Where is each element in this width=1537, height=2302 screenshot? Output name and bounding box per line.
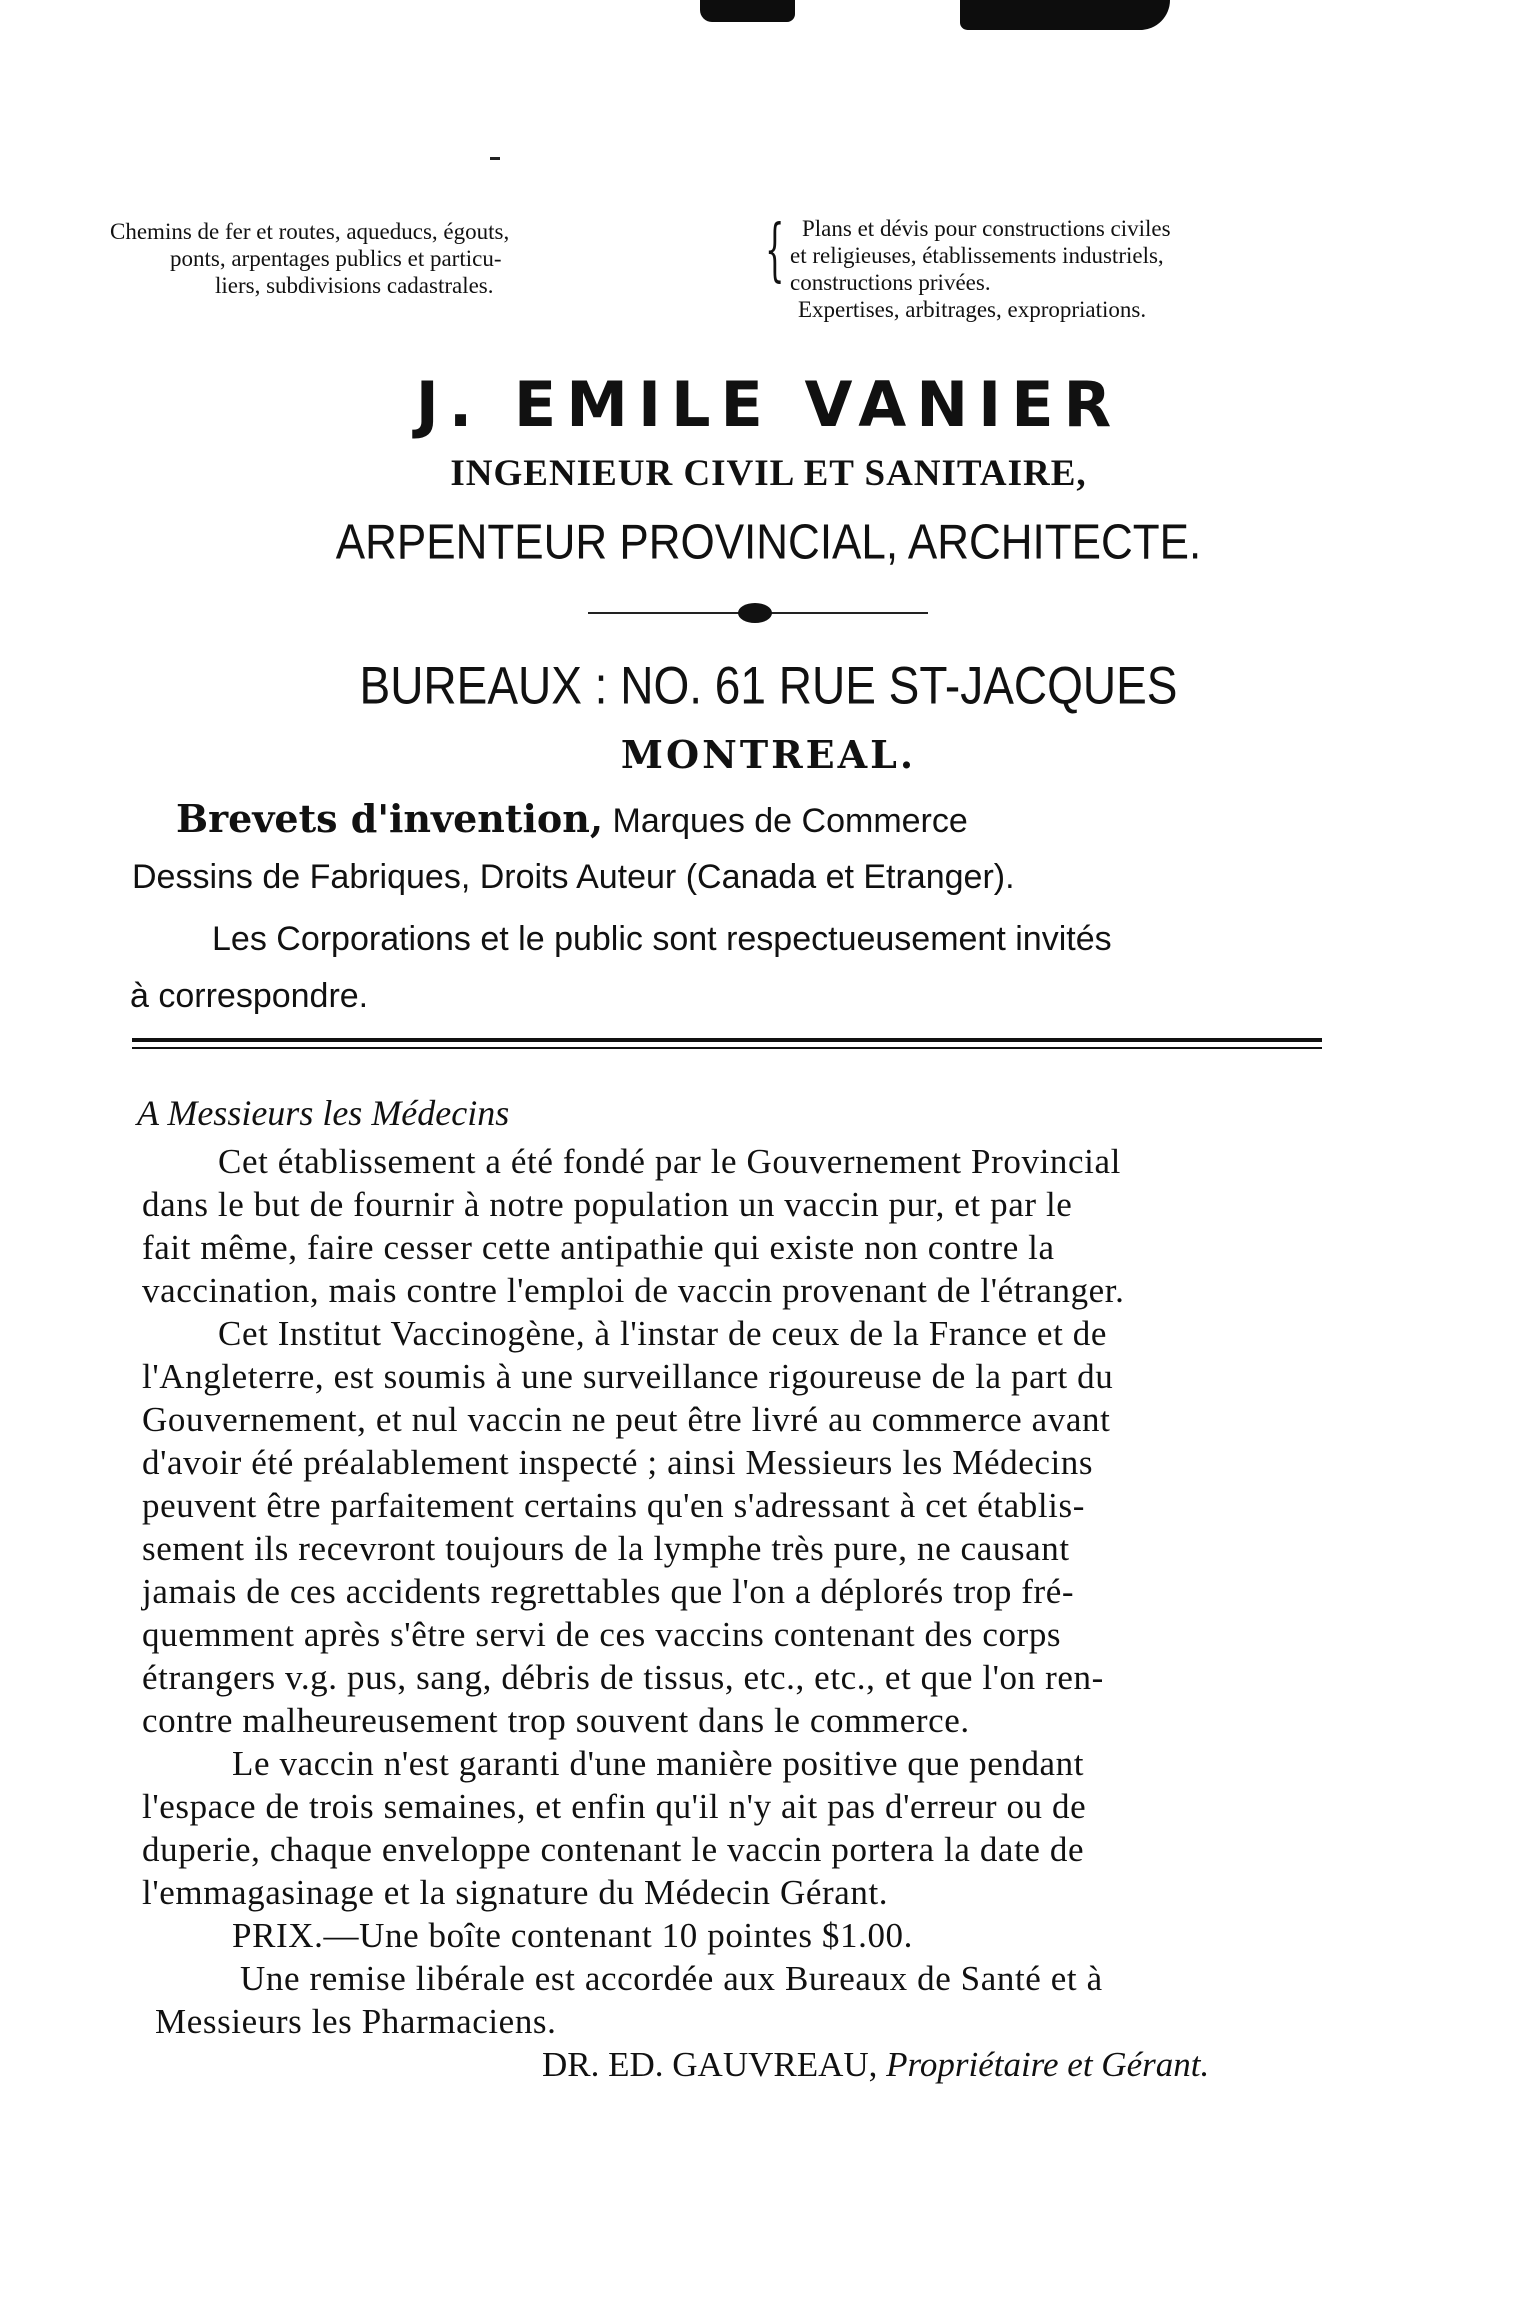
services-right [790, 215, 1350, 323]
body-line: Messieurs les Pharmaciens. [155, 2002, 557, 2041]
signature-role: Propriétaire et Gérant. [886, 2045, 1210, 2084]
body-line: dans le but de fournir à notre population un vaccin pur, et par le [142, 1185, 1073, 1224]
section-rule [132, 1038, 1322, 1042]
body-line: Le vaccin n'est garanti d'une manière positive que pendant [232, 1744, 1085, 1783]
services-left-line: ponts, arpentages publics et particu- [170, 246, 502, 271]
price-line: PRIX.—Une boîte contenant 10 pointes $1.00. [232, 1916, 913, 1955]
body-line: contre malheureusement trop souvent dans le commerce. [142, 1701, 970, 1740]
invitation-line: Les Corporations et le public sont respectueusement invités [212, 920, 1112, 958]
services-right-line: Expertises, arbitrages, expropriations. [798, 297, 1147, 322]
engineer-title: INGENIEUR CIVIL ET SANITAIRE, [450, 453, 1087, 494]
body-line: sement ils recevront toujours de la lymphe très pure, ne causant [142, 1529, 1070, 1568]
body-line: Gouvernement, et nul vaccin ne peut être livré au commerce avant [142, 1400, 1111, 1439]
designs-line: Dessins de Fabriques, Droits Auteur (Canada et Etranger). [132, 858, 1015, 896]
body-line: peuvent être parfaitement certains qu'en s'adressant à cet établis- [142, 1486, 1085, 1525]
body-line: Cet établissement a été fondé par le Gouvernement Provincial [218, 1142, 1121, 1181]
body-line: l'Angleterre, est soumis à une surveillance rigoureuse de la part du [142, 1357, 1114, 1396]
services-right-line: Plans et dévis pour constructions civiles [802, 216, 1171, 241]
body-line: d'avoir été préalablement inspecté ; ainsi Messieurs les Médecins [142, 1443, 1094, 1482]
body-line: l'espace de trois semaines, et enfin qu'il n'y ait pas d'erreur ou de [142, 1787, 1087, 1826]
body-line: étrangers v.g. pus, sang, débris de tissus, etc., etc., et que l'on ren- [142, 1658, 1104, 1697]
addressee: A Messieurs les Médecins [137, 1093, 510, 1133]
ink-blot [700, 0, 795, 22]
engineer-name: J. EMILE VANIER [415, 368, 1122, 441]
body-line: l'emmagasinage et la signature du Médecin Gérant. [142, 1873, 889, 1912]
invitation-line: à correspondre. [130, 977, 369, 1015]
section-rule [132, 1047, 1322, 1049]
services-right-line: et religieuses, établissements industriels, [790, 243, 1164, 268]
services-left [110, 218, 630, 299]
patents-heading: Brevets d'invention, [176, 796, 604, 841]
signature-name: DR. ED. GAUVREAU, [542, 2045, 878, 2084]
patents-rest: Marques de Commerce [603, 802, 968, 840]
body-line: jamais de ces accidents regrettables que l'on a déplorés trop fré- [142, 1572, 1075, 1611]
office-address: BUREAUX : NO. 61 RUE ST-JACQUES [359, 655, 1178, 715]
body-line: Une remise libérale est accordée aux Bureaux de Santé et à [240, 1959, 1103, 1998]
body-line: duperie, chaque enveloppe contenant le vaccin portera la date de [142, 1830, 1085, 1869]
body-line: vaccination, mais contre l'emploi de vaccin provenant de l'étranger. [142, 1271, 1125, 1310]
body-line: quemment après s'être servi de ces vaccins contenant des corps [142, 1615, 1062, 1654]
body-line: Cet Institut Vaccinogène, à l'instar de ceux de la France et de [218, 1314, 1107, 1353]
body-line: fait même, faire cesser cette antipathie qui existe non contre la [142, 1228, 1055, 1267]
services-left-line: Chemins de fer et routes, aqueducs, égouts, [110, 219, 510, 244]
ink-blot [960, 0, 1170, 30]
ornament-diamond [738, 603, 772, 623]
patents-line [176, 795, 968, 845]
signature [542, 2045, 1209, 2085]
engineer-title-2: ARPENTEUR PROVINCIAL, ARCHITECTE. [335, 515, 1202, 570]
ink-speck [490, 157, 500, 160]
services-left-line: liers, subdivisions cadastrales. [215, 273, 494, 298]
services-right-line: constructions privées. [790, 270, 991, 295]
city-name: MONTREAL. [620, 732, 917, 777]
brace-symbol: { [765, 211, 785, 290]
